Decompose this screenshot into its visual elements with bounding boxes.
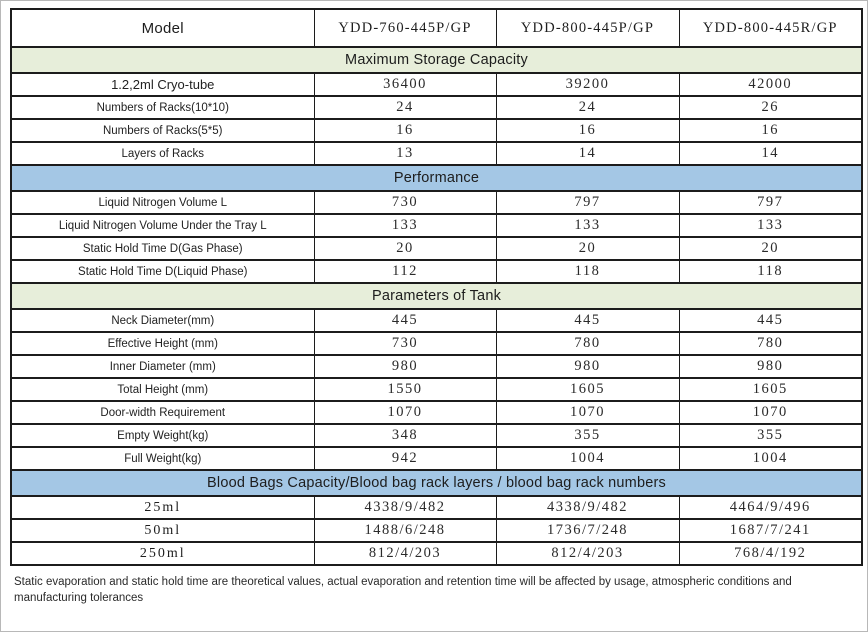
value-cell: 768/4/192 — [679, 542, 862, 565]
section-title: Blood Bags Capacity/Blood bag rack layers / blood bag rack numbers — [11, 470, 862, 496]
value-cell: 16 — [314, 119, 496, 142]
value-cell: 348 — [314, 424, 496, 447]
value-cell: 980 — [679, 355, 862, 378]
spec-row — [11, 191, 862, 214]
row-label: Full Weight(kg) — [11, 447, 314, 470]
spec-row — [11, 542, 862, 565]
value-cell: 133 — [679, 214, 862, 237]
row-label: Door-width Requirement — [11, 401, 314, 424]
value-cell: 118 — [496, 260, 679, 283]
value-cell: 355 — [496, 424, 679, 447]
value-cell: 980 — [314, 355, 496, 378]
value-cell: 42000 — [679, 73, 862, 96]
value-cell: 1004 — [496, 447, 679, 470]
row-label: 250ml — [11, 542, 314, 565]
value-cell: 24 — [496, 96, 679, 119]
spec-row — [11, 355, 862, 378]
spec-row — [11, 424, 862, 447]
value-cell: 1488/6/248 — [314, 519, 496, 542]
row-label: Static Hold Time D(Gas Phase) — [11, 237, 314, 260]
footnote: Static evaporation and static hold time are theoretical values, actual evaporation and retention time will be affected by usage, atmospheric conditions and manufacturing tolerances — [14, 576, 792, 605]
value-cell: 20 — [496, 237, 679, 260]
spec-row — [11, 73, 862, 96]
value-cell: 14 — [679, 142, 862, 165]
section-header-row — [11, 47, 862, 73]
spec-row — [11, 142, 862, 165]
value-cell: 797 — [496, 191, 679, 214]
row-label: Numbers of Racks(5*5) — [11, 119, 314, 142]
value-cell: 118 — [679, 260, 862, 283]
value-cell: 1550 — [314, 378, 496, 401]
spec-row — [11, 496, 862, 519]
value-cell: 1070 — [496, 401, 679, 424]
value-cell: 980 — [496, 355, 679, 378]
value-cell: 780 — [496, 332, 679, 355]
model-header-row — [11, 9, 862, 47]
row-label: Inner Diameter (mm) — [11, 355, 314, 378]
row-label: Static Hold Time D(Liquid Phase) — [11, 260, 314, 283]
value-cell: 445 — [679, 309, 862, 332]
model-name-cell: YDD-800-445R/GP — [679, 9, 862, 47]
value-cell: 445 — [496, 309, 679, 332]
spec-table — [10, 8, 863, 566]
spec-row — [11, 260, 862, 283]
value-cell: 4464/9/496 — [679, 496, 862, 519]
row-label: 50ml — [11, 519, 314, 542]
section-header-row — [11, 470, 862, 496]
spec-row — [11, 519, 862, 542]
spec-row — [11, 237, 862, 260]
row-label: Numbers of Racks(10*10) — [11, 96, 314, 119]
value-cell: 1605 — [496, 378, 679, 401]
row-label: Empty Weight(kg) — [11, 424, 314, 447]
row-label: Neck Diameter(mm) — [11, 309, 314, 332]
value-cell: 36400 — [314, 73, 496, 96]
value-cell: 1687/7/241 — [679, 519, 862, 542]
section-header-row — [11, 165, 862, 191]
value-cell: 730 — [314, 332, 496, 355]
value-cell: 24 — [314, 96, 496, 119]
value-cell: 14 — [496, 142, 679, 165]
value-cell: 4338/9/482 — [496, 496, 679, 519]
value-cell: 13 — [314, 142, 496, 165]
row-label: Effective Height (mm) — [11, 332, 314, 355]
value-cell: 445 — [314, 309, 496, 332]
value-cell: 112 — [314, 260, 496, 283]
spec-row — [11, 447, 862, 470]
section-header-row — [11, 283, 862, 309]
section-title: Performance — [11, 165, 862, 191]
value-cell: 4338/9/482 — [314, 496, 496, 519]
value-cell: 133 — [314, 214, 496, 237]
section-title: Maximum Storage Capacity — [11, 47, 862, 73]
spec-row — [11, 378, 862, 401]
value-cell: 20 — [679, 237, 862, 260]
value-cell: 780 — [679, 332, 862, 355]
value-cell: 942 — [314, 447, 496, 470]
row-label: 25ml — [11, 496, 314, 519]
value-cell: 20 — [314, 237, 496, 260]
spec-table-body — [11, 47, 862, 565]
model-name-cell: YDD-800-445P/GP — [496, 9, 679, 47]
spec-row — [11, 401, 862, 424]
row-label: Layers of Racks — [11, 142, 314, 165]
row-label: Total Height (mm) — [11, 378, 314, 401]
model-name-cell: YDD-760-445P/GP — [314, 9, 496, 47]
spec-row — [11, 214, 862, 237]
value-cell: 812/4/203 — [496, 542, 679, 565]
value-cell: 812/4/203 — [314, 542, 496, 565]
row-label: Liquid Nitrogen Volume L — [11, 191, 314, 214]
spec-row — [11, 332, 862, 355]
section-title: Parameters of Tank — [11, 283, 862, 309]
model-header-cell: Model — [11, 9, 314, 47]
value-cell: 1070 — [314, 401, 496, 424]
row-label: Liquid Nitrogen Volume Under the Tray L — [11, 214, 314, 237]
value-cell: 39200 — [496, 73, 679, 96]
value-cell: 1605 — [679, 378, 862, 401]
value-cell: 1070 — [679, 401, 862, 424]
value-cell: 133 — [496, 214, 679, 237]
value-cell: 16 — [679, 119, 862, 142]
value-cell: 16 — [496, 119, 679, 142]
row-label: 1.2,2ml Cryo-tube — [11, 73, 314, 96]
value-cell: 355 — [679, 424, 862, 447]
spec-row — [11, 119, 862, 142]
value-cell: 26 — [679, 96, 862, 119]
value-cell: 797 — [679, 191, 862, 214]
value-cell: 1004 — [679, 447, 862, 470]
spec-row — [11, 96, 862, 119]
value-cell: 1736/7/248 — [496, 519, 679, 542]
spec-row — [11, 309, 862, 332]
value-cell: 730 — [314, 191, 496, 214]
